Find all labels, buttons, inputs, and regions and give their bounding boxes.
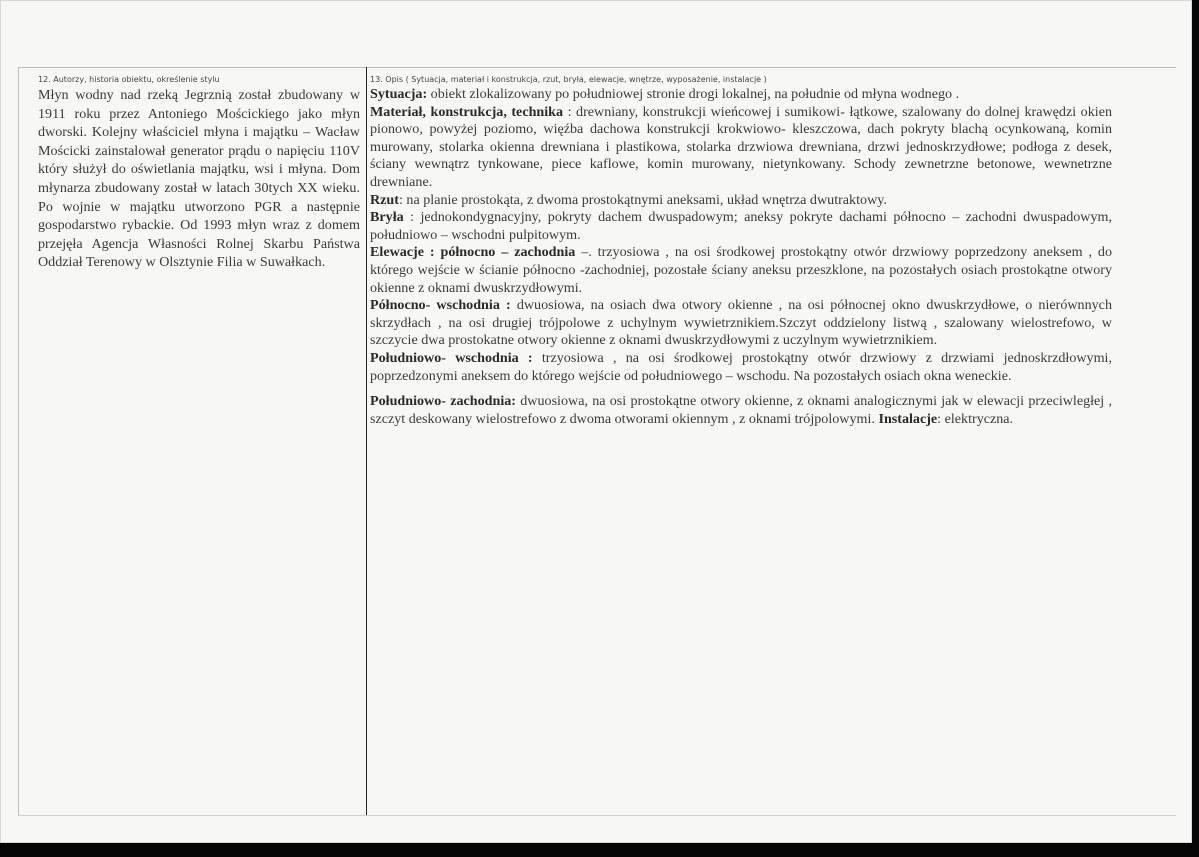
- rzut-text: : na planie prostokąta, z dwoma prostokątnymi aneksami, układ wnętrza dwutraktowy.: [398, 191, 887, 208]
- scan-edge-bottom: [0, 843, 1199, 857]
- pd-wsch-paragraph: [370, 350, 1112, 385]
- pd-zach-paragraph: [370, 393, 1112, 428]
- column-divider: [366, 67, 367, 815]
- elewacje-text: –. trzyosiowa , na osi środkowej prostokątny otwór drzwiowy poprzedzony aneksem , do którego wejście w ścianie północno -zachodniej, pozostałe ściany aneksu przeszklone, na pozostałych osiach prostokątne otwory okienne z oknami dwuskrzydłowymi.: [370, 244, 1113, 296]
- pn-wsch-paragraph: [370, 297, 1112, 350]
- sytuacja-text: obiekt zlokalizowany po południowej stronie drogi lokalnej, na południe od młyna wodnego .: [427, 86, 960, 102]
- pn-wsch-text: dwuosiowa, na osiach dwa otwory okienne , na osi północnej okno dwuskrzydłowe, o nierównnych skrzydłach , na osi drugiej trójpolowe z uchylnym wywietrznikiem.Szczyt oddzielony listwą , szalowany wielostrefowo, w szczycie dwa prostokatne otwory okienne z oknami dwuskrzydłowymi z uczylnym wywietrznikiem.: [370, 297, 1112, 349]
- elewacje-label: Elewacje : północno – zachodnia: [370, 244, 576, 261]
- scan-edge-right: [1192, 0, 1199, 857]
- history-text: Młyn wodny nad rzeką Jegrznią został zbudowany w 1911 roku przez Antoniego Mościckiego jako młyn dworski. Kolejny właściciel młyna i majątku – Wacław Mościcki zainstalował generator prądu o napięciu 110V który służył do oświetlania majątku, wsi i młyna. Dom młynarza zbudowany został w latach 30tych XX wieku. Po wojnie w majątku utworzono PGR a następnie gospodarstwo rybackie. Od 1993 młyn wraz z domem przejęła Agencja Własności Rolnej Skarbu Państwa Oddział Terenowy w Olsztynie Filia w Suwałkach.: [38, 87, 360, 271]
- pd-zach-label: Południowo- zachodnia:: [370, 393, 516, 410]
- material-paragraph: [370, 104, 1112, 192]
- description-header: 13. Opis ( Sytuacja, materiał i konstrukcja, rzut, bryła, elewacje, wnętrze, wyposażenie, instalacje ): [370, 75, 767, 84]
- sytuacja-label: Sytuacja:: [370, 86, 428, 102]
- description-body: [370, 86, 1112, 428]
- table-left-border: [18, 67, 19, 815]
- rzut-paragraph: [370, 192, 1112, 210]
- history-column: [38, 73, 360, 272]
- pd-zach-text: dwuosiowa, na osi prostokątne otwory okienne, z oknami analogicznymi jak w elewacji przeciwległej , szczyt deskowany wielostrefowo z dwoma otworami okiennym , z oknami trójpolowymi.: [370, 393, 1112, 427]
- pn-wsch-label: Północno- wschodnia :: [370, 297, 511, 314]
- material-text: : drewniany, konstrukcji wieńcowej i sumikowi- łątkowe, szalowany do dolnej krawędzi okien pionowo, powyżej poziomo, więźba dachowa konstrukcji krokwiowo- kleszczowa, dach pokryty blachą ocynkowaną, komin murowany, stolarka okienna drewniana i plastikowa, stolarka drzwiowa drewniana, drzwi jednoskrzydłowe; podłoga z desek, ściany wewnątrz tynkowane, piece kaflowe, komin murowany, nietynkowany. Schody zewnetrzne betonowe, wewnetrzne drewniane.: [370, 103, 1112, 190]
- elewacje-paragraph: [370, 244, 1112, 297]
- pd-wsch-label: Południowo- wschodnia :: [370, 349, 533, 366]
- bryla-text: : jednokondygnacyjny, pokryty dachem dwuspadowym; aneksy pokryte dachami północno – zachodni dwuspadowym, południowo – wschodni pulpitowym.: [370, 209, 1112, 243]
- material-label: Materiał, konstrukcja, technika: [370, 103, 564, 120]
- history-header: 12. Autorzy, historia obiektu, określenie stylu: [38, 75, 220, 84]
- instalacje-label: Instalacje: [878, 410, 938, 427]
- pd-wsch-text: trzyosiowa , na osi środkowej prostokątny otwór drzwiowy z drzwiami jednoskrzdłowymi, poprzedzonymi aneksem do którego wejście od południowego – wschodu. Na pozostałych osiach okna weneckie.: [370, 349, 1112, 384]
- sytuacja-paragraph: [370, 86, 1112, 104]
- table-top-border: [18, 67, 1176, 68]
- description-column: [370, 73, 1112, 428]
- table-bottom-border: [18, 815, 1176, 816]
- bryla-paragraph: [370, 209, 1112, 244]
- rzut-label: Rzut: [370, 191, 399, 208]
- instalacje-text: : elektryczna.: [937, 410, 1014, 427]
- bryla-label: Bryła: [370, 209, 404, 226]
